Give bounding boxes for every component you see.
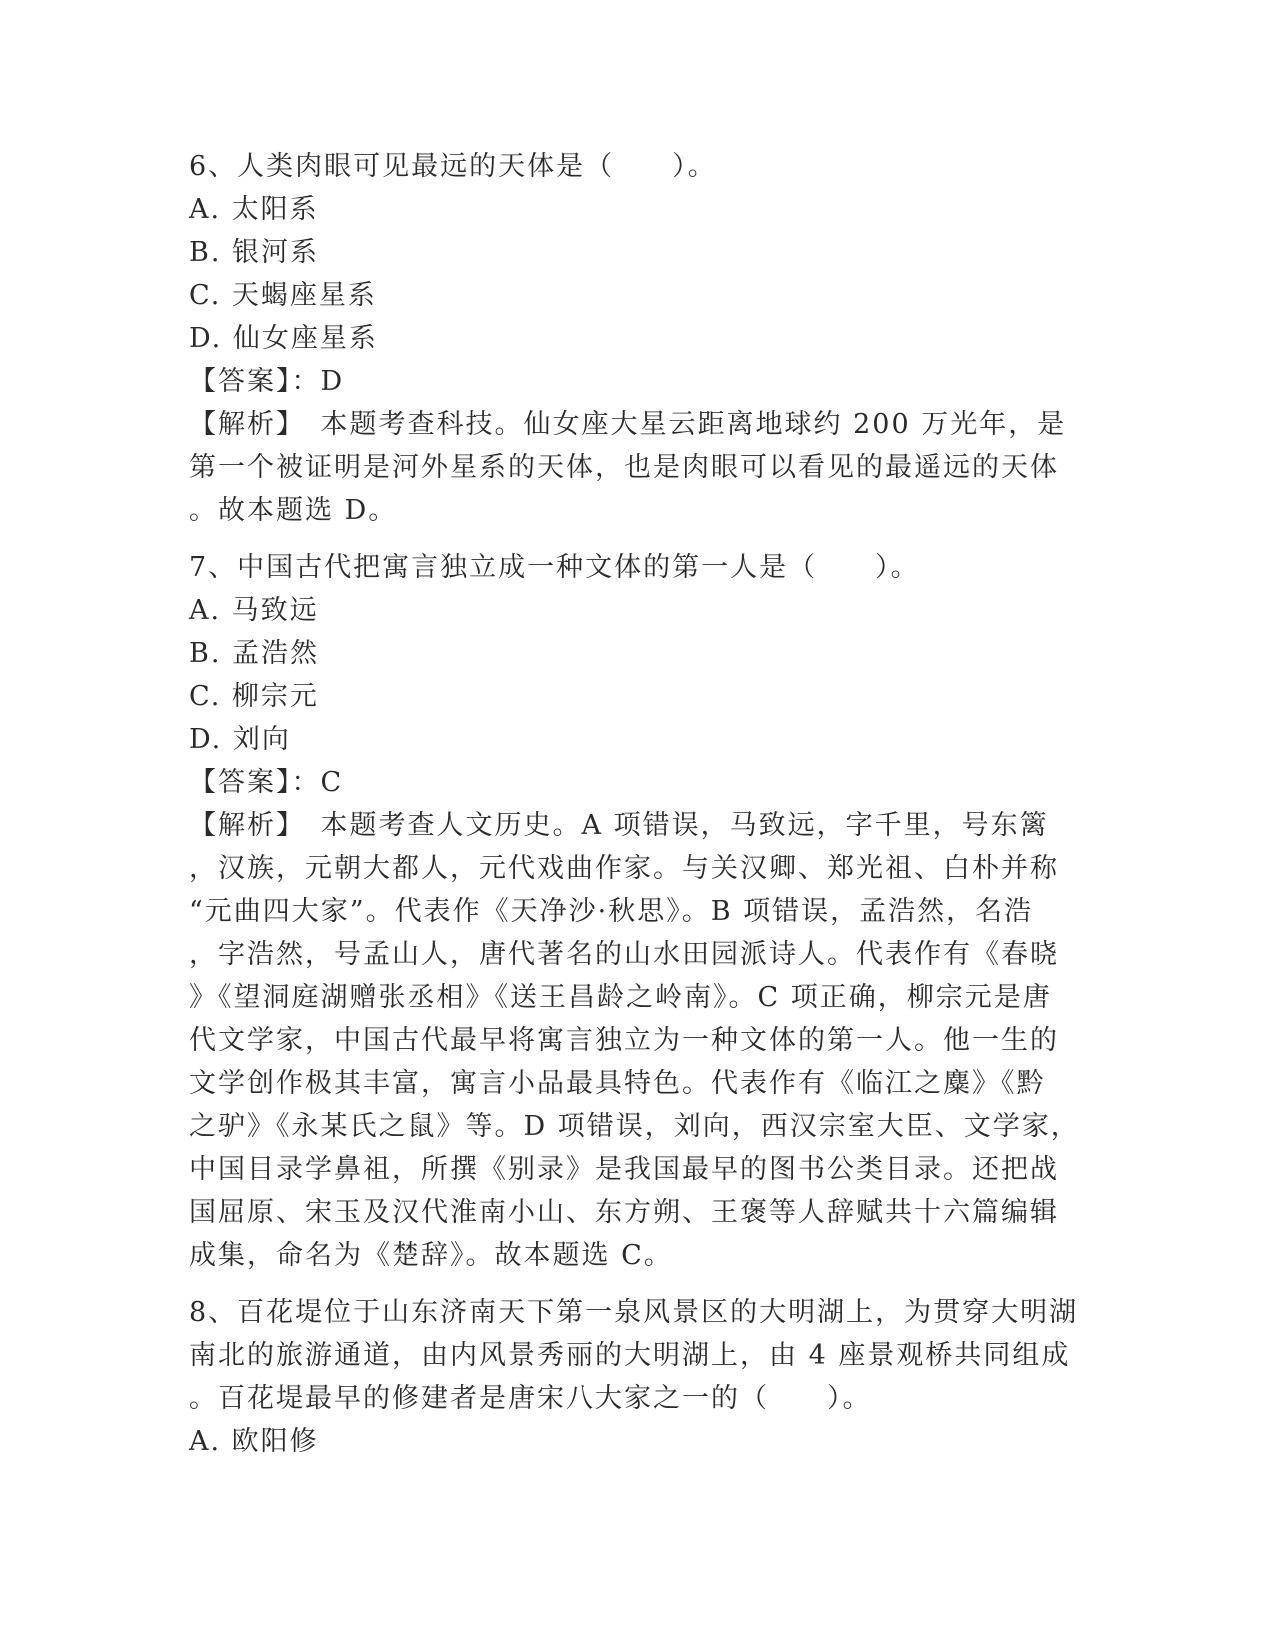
question-stem: 7、中国古代把寓言独立成一种文体的第一人是（ ）。 [189,552,920,583]
question-stem: 。百花堤最早的修建者是唐宋八大家之一的（ ）。 [189,1383,872,1414]
analysis-line: 文学创作极其丰富，寓言小品最具特色。代表作有《临江之麋》《黔 [189,1068,1046,1099]
option-a: A. 太阳系 [189,194,319,225]
analysis-line: 【解析】 本题考查人文历史。A 项错误，马致远，字千里，号东篱 [189,810,1049,841]
analysis-line: 成集，命名为《楚辞》。故本题选 C。 [189,1240,673,1271]
document-content [189,145,1080,1463]
analysis-line: 中国目录学鼻祖，所撰《别录》是我国最早的图书公类目录。还把战 [189,1154,1059,1185]
option-d: D. 刘向 [189,724,291,755]
question-spacer [189,1277,1069,1291]
analysis-line: 》《望洞庭湖赠张丞相》《送王昌龄之岭南》。C 项正确，柳宗元是唐 [189,982,1052,1013]
option-c: C. 柳宗元 [189,681,319,712]
analysis-line: 【解析】 本题考查科技。仙女座大星云距离地球约 200 万光年，是 [189,409,1067,440]
analysis-line: 。故本题选 D。 [189,495,398,526]
option-b: B. 银河系 [189,237,320,268]
analysis-line: ，汉族，元朝大都人，元代戏曲作家。与关汉卿、郑光祖、白朴并称 [189,853,1059,884]
question-stem: 8、百花堤位于山东济南天下第一泉风景区的大明湖上，为贯穿大明湖 [189,1297,1079,1328]
answer-line: 【答案】：C [189,767,344,798]
question-spacer [189,532,1069,546]
question-6 [189,145,1069,532]
option-c: C. 天蝎座星系 [189,280,377,311]
question-stem: 6、人类肉眼可见最远的天体是（ ）。 [189,151,717,182]
analysis-line: “元曲四大家”。代表作《天净沙·秋思》。B 项错误，孟浩然，名浩 [189,896,1034,927]
analysis-line: 之驴》《永某氏之鼠》等。D 项错误，刘向，西汉宗室大臣、文学家， [189,1111,1080,1142]
analysis-line: 代文学家，中国古代最早将寓言独立为一种文体的第一人。他一生的 [189,1025,1059,1056]
option-d: D. 仙女座星系 [189,323,378,354]
answer-line: 【答案】：D [189,366,345,397]
analysis-line: 第一个被证明是河外星系的天体，也是肉眼可以看见的最遥远的天体 [189,452,1059,483]
option-a: A. 欧阳修 [189,1426,319,1457]
analysis-line: 国屈原、宋玉及汉代淮南小山、东方朔、王褒等人辞赋共十六篇编辑 [189,1197,1059,1228]
question-8 [189,1291,1079,1463]
analysis-line: ，字浩然，号孟山人，唐代著名的山水田园派诗人。代表作有《春晓 [189,939,1059,970]
option-b: B. 孟浩然 [189,638,320,669]
option-a: A. 马致远 [189,595,319,626]
question-stem: 南北的旅游通道，由内风景秀丽的大明湖上，由 4 座景观桥共同组成 [189,1340,1071,1371]
question-7 [189,546,1080,1277]
